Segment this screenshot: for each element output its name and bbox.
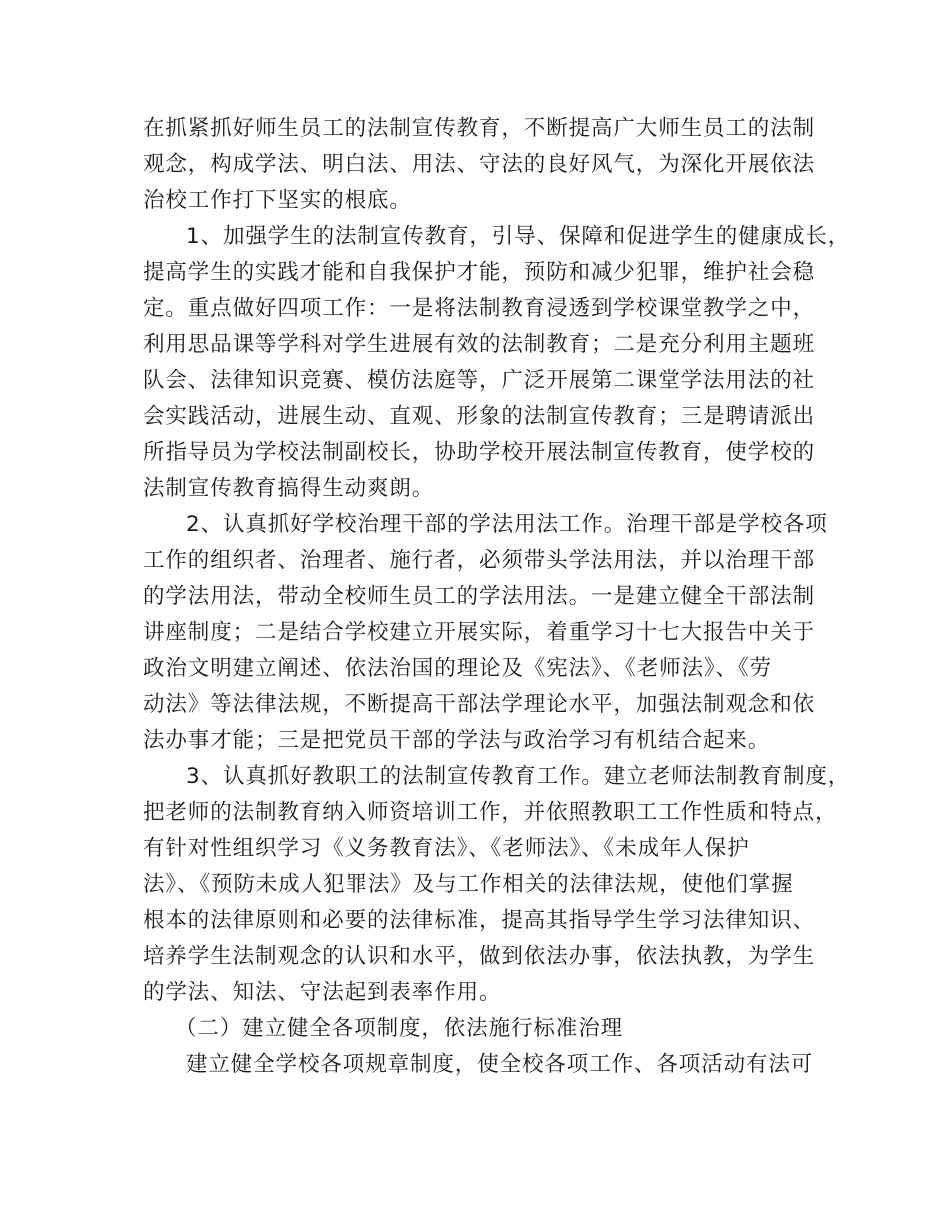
text-line: 政治文明建立阐述、依法治国的理论及《宪法》、《老师法》、《劳: [143, 656, 773, 681]
text-line: 培养学生法制观念的认识和水平，做到依法办事，依法执教，为学生: [143, 944, 816, 969]
text-line: 根本的法律原则和必要的法律标准，提高其指导学生学习法律知识、: [143, 908, 816, 933]
section-heading: （二）建立健全各项制度，依法施行标准治理: [175, 1016, 624, 1041]
text-line: 队会、法律知识竞赛、模仿法庭等，广泛开展第二课堂学法用法的社: [143, 368, 816, 393]
paragraph-3-first-line: 3、认真抓好教职工的法制宣传教育工作。建立老师法制教育制度，: [186, 764, 851, 789]
text-line: 治校工作打下坚实的根底。: [143, 188, 412, 213]
text-line: 法办事才能；三是把党员干部的学法与政治学习有机结合起来。: [143, 728, 771, 753]
text-line: 提高学生的实践才能和自我保护才能，预防和减少犯罪，维护社会稳: [143, 260, 816, 285]
text-line: 讲座制度；二是结合学校建立开展实际，着重学习十七大报告中关于: [143, 620, 816, 645]
text-line: 工作的组织者、治理者、施行者，必须带头学法用法，并以治理干部: [143, 548, 816, 573]
paragraph-1-first-line: 1、加强学生的法制宣传教育，引导、保障和促进学生的健康成长，: [186, 224, 851, 249]
text-line: 动法》等法律法规，不断提高干部法学理论水平，加强法制观念和依: [143, 692, 816, 717]
paragraph-2-first-line: 2、认真抓好学校治理干部的学法用法工作。治理干部是学校各项: [186, 512, 828, 537]
text-line: 的学法、知法、守法起到表率作用。: [143, 980, 502, 1005]
text-line: 有针对性组织学习《义务教育法》、《老师法》、《未成年人保护: [143, 836, 750, 861]
text-line: 法》、《预防未成人犯罪法》及与工作相关的法律法规，使他们掌握: [143, 872, 794, 897]
text-line: 法制宣传教育搞得生动爽朗。: [143, 476, 435, 501]
text-line: 定。重点做好四项工作：一是将法制教育浸透到学校课堂教学之中，: [143, 296, 816, 321]
text-line: 观念，构成学法、明白法、用法、守法的良好风气，为深化开展依法: [143, 152, 816, 177]
text-line: 利用思品课等学科对学生进展有效的法制教育；二是充分利用主题班: [143, 332, 816, 357]
text-line: 会实践活动，进展生动、直观、形象的法制宣传教育；三是聘请派出: [143, 404, 816, 429]
paragraph-4-first-line: 建立健全学校各项规章制度，使全校各项工作、各项活动有法可: [186, 1052, 814, 1077]
text-line: 把老师的法制教育纳入师资培训工作，并依照教职工工作性质和特点，: [143, 800, 838, 825]
text-line: 在抓紧抓好师生员工的法制宣传教育，不断提高广大师生员工的法制: [143, 116, 816, 141]
text-line: 所指导员为学校法制副校长，协助学校开展法制宣传教育，使学校的: [143, 440, 816, 465]
text-line: 的学法用法，带动全校师生员工的学法用法。一是建立健全干部法制: [143, 584, 816, 609]
